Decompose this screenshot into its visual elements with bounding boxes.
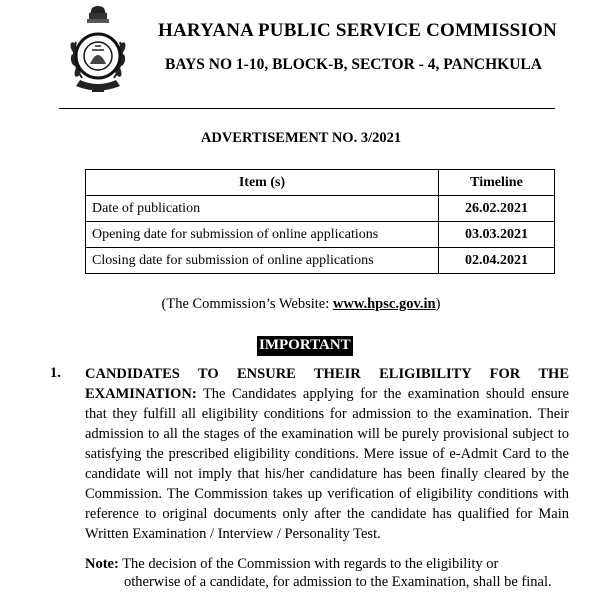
website-line (0, 296, 602, 313)
eligibility-heading: CANDIDATES TO ENSURE THEIR ELIGIBILITY FOR THE EXAMINATION: (85, 366, 569, 402)
row-item: Opening date for submission of online applications (86, 222, 439, 248)
note-paragraph (85, 555, 569, 591)
website-prefix: (The Commission’s Website: (161, 296, 333, 312)
note-line-2: otherwise of a candidate, for admission to the Examination, shall be final. (124, 574, 552, 590)
row-item: Date of publication (86, 196, 439, 222)
column-header-timeline: Timeline (439, 170, 555, 196)
header-divider (59, 108, 555, 109)
row-date: 26.02.2021 (439, 196, 555, 222)
table-row (86, 248, 555, 274)
haryana-emblem-logo (62, 4, 134, 96)
note-line-1: The decision of the Commission with regards to the eligibility or (118, 556, 499, 572)
important-heading: IMPORTANT (257, 336, 353, 356)
eligibility-paragraph (85, 364, 569, 544)
column-header-item: Item (s) (86, 170, 439, 196)
note-label: Note: (85, 556, 119, 572)
table-header-row (86, 170, 555, 196)
section-number: 1. (50, 365, 61, 381)
table-row (86, 222, 555, 248)
commission-address: BAYS NO 1-10, BLOCK-B, SECTOR - 4, PANCHKULA (165, 56, 542, 73)
row-item: Closing date for submission of online applications (86, 248, 439, 274)
row-date: 03.03.2021 (439, 222, 555, 248)
commission-title: HARYANA PUBLIC SERVICE COMMISSION (158, 20, 557, 41)
timeline-table (85, 169, 555, 274)
row-date: 02.04.2021 (439, 248, 555, 274)
website-link[interactable]: www.hpsc.gov.in (332, 296, 436, 312)
table-row (86, 196, 555, 222)
website-suffix: ) (435, 296, 441, 312)
eligibility-body: The Candidates applying for the examination should ensure that they fulfill all eligibility conditions for admission to the examination. Their admission to all the stages of the examination will be purely provisional subject to satisfying the prescribed eligibility conditions. Mere issue of e-Admit Card to the candidate will not imply that his/her candidature has been finally cleared by the Commission. The Commission takes up verification of eligibility conditions with reference to original documents only after the candidate has qualified for Main Written Examination / Interview / Personality Test. (85, 386, 569, 542)
advertisement-number: ADVERTISEMENT NO. 3/2021 (200, 130, 402, 146)
